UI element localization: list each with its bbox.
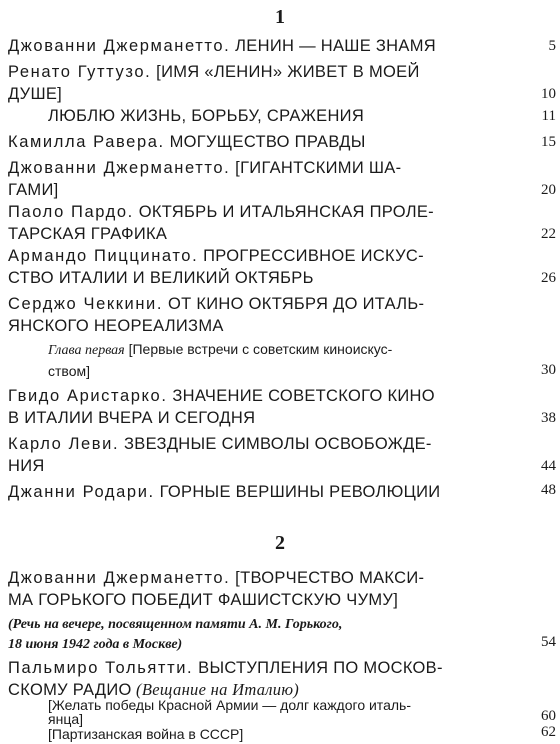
entry-title: ЛЕНИН — НАШЕ ЗНАМЯ (230, 37, 436, 55)
entry-title: МОГУЩЕСТВО ПРАВДЫ (164, 133, 366, 151)
page-number: 15 (541, 134, 556, 150)
page-number: 60 (541, 708, 556, 724)
page-number: 5 (548, 38, 556, 54)
entry-title: [ИМЯ «ЛЕНИН» ЖИВЕТ В МОЕЙ (151, 63, 420, 81)
toc-entry-line (8, 480, 530, 504)
entry-author: Камилла Равера. (8, 133, 165, 151)
toc-entry-line (8, 244, 530, 268)
entry-author: Джованни Джерманетто. (8, 159, 231, 177)
entry-author: Джованни Джерманетто. (8, 37, 231, 55)
chapter-title-cont: ством] (48, 363, 90, 379)
toc-entry-line (8, 632, 530, 656)
entry-title-cont: СТВО ИТАЛИИ И ВЕЛИКИЙ ОКТЯБРЬ (8, 269, 314, 287)
toc-entry-line (8, 130, 530, 154)
toc-entry-line (8, 432, 530, 456)
page-number: 54 (541, 634, 556, 650)
toc-entry-line (48, 104, 530, 128)
entry-title: [ТВОРЧЕСТВО МАКСИ- (230, 569, 425, 587)
page-number: 30 (541, 362, 556, 378)
entry-title: ЗНАЧЕНИЕ СОВЕТСКОГО КИНО (167, 387, 435, 405)
entry-note: (Вещание на Италию) (131, 680, 300, 699)
page-number: 62 (541, 724, 556, 740)
entry-title: ВЫСТУПЛЕНИЯ ПО МОСКОВ- (193, 659, 443, 677)
toc-entry-line (8, 454, 530, 478)
entry-note: (Речь на вечере, посвященном памяти А. М. Горького, (8, 617, 343, 632)
toc-entry-line (8, 266, 530, 290)
entry-author: Армандо Пиццинато. (8, 247, 199, 265)
entry-subtitle: [Желать победы Красной Армии — долг каждого италь- (48, 697, 411, 713)
entry-title: ЛЮБЛЮ ЖИЗНЬ, БОРЬБУ, СРАЖЕНИЯ (48, 107, 365, 125)
toc-entry-line (8, 406, 530, 430)
entry-title-cont: ЯНСКОГО НЕОРЕАЛИЗМА (8, 317, 224, 335)
entry-author: Джованни Джерманетто. (8, 569, 231, 587)
entry-title-cont: ГАМИ] (8, 181, 59, 199)
entry-title-cont: ДУШЕ] (8, 85, 63, 103)
entry-title: ГОРНЫЕ ВЕРШИНЫ РЕВОЛЮЦИИ (154, 483, 441, 501)
toc-entry-line (8, 178, 530, 202)
toc-entry-line (8, 82, 530, 106)
chapter-title: [Первые встречи с советским киноискус- (124, 341, 393, 357)
toc-entry-line (48, 724, 530, 744)
entry-author: Карло Леви. (8, 435, 120, 453)
entry-note-cont: 18 июня 1942 года в Москве) (8, 637, 183, 652)
toc-entry-line (8, 222, 530, 246)
page-number: 38 (541, 410, 556, 426)
toc-entry-line (8, 156, 530, 180)
entry-author: Серджо Чеккини. (8, 295, 164, 313)
entry-author: Пальмиро Тольятти. (8, 659, 194, 677)
entry-title-cont: ТАРСКАЯ ГРАФИКА (8, 225, 168, 243)
toc-entry-line (8, 292, 530, 316)
page-number: 44 (541, 458, 556, 474)
page-number: 48 (541, 482, 556, 498)
entry-author: Ренато Гуттузо. (8, 63, 152, 81)
page-number: 22 (541, 226, 556, 242)
toc-entry-line (8, 34, 530, 58)
page-number: 11 (541, 108, 556, 124)
page-number: 10 (541, 86, 556, 102)
entry-title-cont: МА ГОРЬКОГО ПОБЕДИТ ФАШИСТСКУЮ ЧУМУ] (8, 591, 399, 609)
page-number: 26 (541, 270, 556, 286)
entry-title: ОКТЯБРЬ И ИТАЛЬЯНСКАЯ ПРОЛЕ- (133, 203, 434, 221)
entry-title: ЗВЕЗДНЫЕ СИМВОЛЫ ОСВОБОЖДЕ- (119, 435, 432, 453)
section-number-2: 2 (275, 532, 285, 554)
toc-entry-line (48, 338, 530, 362)
entry-title-cont: НИЯ (8, 457, 45, 475)
entry-subtitle-cont: янца] (48, 711, 84, 727)
entry-author: Паоло Пардо. (8, 203, 134, 221)
toc-entry-line (8, 314, 530, 338)
entry-title-cont: В ИТАЛИИ ВЧЕРА И СЕГОДНЯ (8, 409, 256, 427)
entry-subtitle: [Партизанская война в СССР] (48, 726, 244, 742)
toc-entry-line (8, 384, 530, 408)
page-number: 20 (541, 182, 556, 198)
toc-entry-line (8, 200, 530, 224)
entry-title-cont: СКОМУ РАДИО (8, 681, 132, 699)
entry-author: Гвидо Аристарко. (8, 387, 168, 405)
entry-title: ПРОГРЕССИВНОЕ ИСКУС- (198, 247, 424, 265)
entry-title: ОТ КИНО ОКТЯБРЯ ДО ИТАЛЬ- (163, 295, 425, 313)
toc-entry-line (48, 360, 530, 382)
toc-entry-line (8, 566, 530, 590)
chapter-label: Глава первая (48, 343, 125, 358)
toc-entry-line (8, 656, 530, 680)
section-number-1: 1 (275, 6, 285, 28)
toc-entry-line (8, 588, 530, 612)
entry-title: [ГИГАНТСКИМИ ША- (230, 159, 402, 177)
toc-entry-line (8, 60, 530, 84)
entry-author: Джанни Родари. (8, 483, 155, 501)
